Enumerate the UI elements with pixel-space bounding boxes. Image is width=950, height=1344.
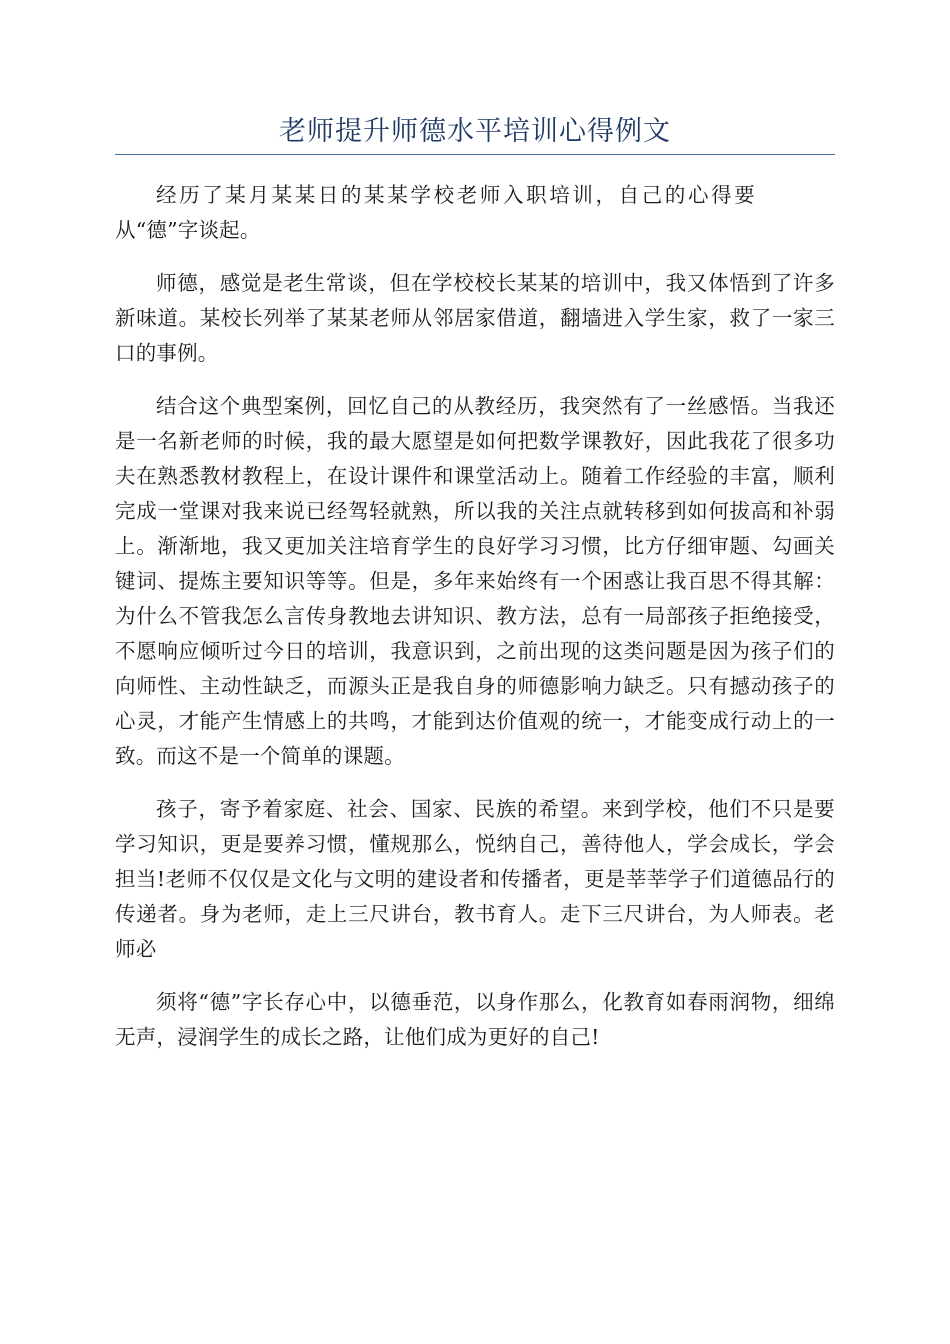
- title-underline: [115, 154, 835, 155]
- paragraph-4: 孩子，寄予着家庭、社会、国家、民族的希望。来到学校，他们不只是要学习知识，更是要养习惯，懂规那么，悦纳自己，善待他人，学会成长，学会担当!老师不仅仅是文化与文明的建设者和传播者，更是莘莘学子们道德品行的传递者。身为老师，走上三尺讲台，教书育人。走下三尺讲台，为人师表。老师必: [115, 797, 835, 961]
- document-title: 老师提升师德水平培训心得例文: [279, 116, 671, 147]
- paragraph-1: 经历了某月某某日的某某学校老师入职培训，自己的心得要从“德”字谈起。: [115, 183, 755, 242]
- paragraph-5: 须将“德”字长存心中，以德垂范，以身作那么，化教育如春雨润物，细绵无声，浸润学生的成长之路，让他们成为更好的自己!: [115, 990, 835, 1049]
- paragraph-3: 结合这个典型案例，回忆自己的从教经历，我突然有了一丝感悟。当我还是一名新老师的时候，我的最大愿望是如何把数学课教好，因此我花了很多功夫在熟悉教材教程上，在设计课件和课堂活动上。随着工作经验的丰富，顺利完成一堂课对我来说已经驾轻就熟，所以我的关注点就转移到如何拔高和补弱上。渐渐地，我又更加关注培育学生的良好学习习惯，比方仔细审题、勾画关键词、提炼主要知识等等。但是，多年来始终有一个困惑让我百思不得其解：为什么不管我怎么言传身教地去讲知识、教方法，总有一局部孩子拒绝接受，不愿响应倾听过今日的培训，我意识到，之前出现的这类问题是因为孩子们的向师性、主动性缺乏，而源头正是我自身的师德影响力缺乏。只有撼动孩子的心灵，才能产生情感上的共鸣，才能到达价值观的统一，才能变成行动上的一致。而这不是一个简单的课题。: [115, 394, 835, 768]
- paragraph-2: 师德，感觉是老生常谈，但在学校校长某某的培训中，我又体悟到了许多新味道。某校长列举了某某老师从邻居家借道，翻墙进入学生家，救了一家三口的事例。: [115, 271, 835, 365]
- document-body: [115, 178, 835, 1073]
